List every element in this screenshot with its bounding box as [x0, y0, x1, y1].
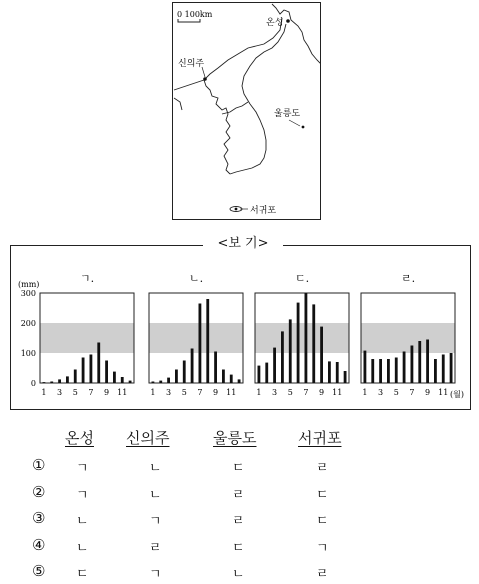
- ulleungdo-dot: [302, 126, 305, 129]
- bar-month-8: [418, 341, 421, 383]
- choice-1-cell: ㄹ: [316, 461, 329, 476]
- bar-month-12: [238, 379, 241, 383]
- bar-month-8: [206, 299, 209, 383]
- bar-month-7: [90, 355, 93, 384]
- bar-month-5: [74, 370, 77, 384]
- x-tick-label: 3: [272, 388, 278, 397]
- sinuiju-dot: [203, 77, 207, 81]
- x-tick-label: 1: [362, 388, 368, 397]
- bar-month-7: [305, 293, 308, 383]
- choice-3-cell: ㄴ: [76, 514, 89, 529]
- x-tick-label: 1: [41, 388, 47, 397]
- bar-month-1: [364, 351, 367, 383]
- shaded-band: [40, 323, 134, 353]
- x-tick-label: 7: [88, 388, 94, 397]
- choice-1-cell: ㄴ: [149, 461, 162, 476]
- choice-2-cell: ㄹ: [232, 487, 245, 503]
- climate-charts: [10, 260, 471, 410]
- bar-month-4: [387, 359, 390, 383]
- bar-month-11: [121, 377, 124, 383]
- choice-3-cell: ㄹ: [232, 514, 245, 529]
- choice-2-cell: ㄱ: [76, 487, 89, 503]
- map-label-seogwipo: 서귀포: [250, 206, 277, 216]
- choice-4-cell: ㄱ: [316, 540, 329, 556]
- bar-month-6: [403, 352, 406, 384]
- bar-month-9: [320, 327, 323, 383]
- choice-4-cell: ㄴ: [76, 540, 89, 556]
- choice-5-cell: ㄷ: [76, 567, 89, 582]
- shaded-band: [361, 323, 455, 353]
- choice-3-cell: ㄱ: [149, 514, 162, 529]
- bar-month-4: [66, 376, 69, 383]
- bar-month-3: [58, 379, 61, 383]
- answer-header-onseong: 온성: [65, 429, 94, 447]
- bar-month-10: [222, 370, 225, 384]
- scale-label: 0 100km: [177, 10, 213, 19]
- korea-map: [172, 2, 321, 220]
- chart-title: ㄹ.: [400, 272, 416, 285]
- y-axis-labels: [21, 289, 36, 388]
- y-unit-label: (mm): [18, 280, 40, 289]
- x-tick-label: 11: [438, 388, 449, 397]
- x-tick-label: 5: [181, 388, 187, 397]
- onseong-dot: [286, 19, 290, 23]
- x-tick-label: 11: [332, 388, 343, 397]
- choice-5-number[interactable]: ⑤: [32, 562, 46, 580]
- x-tick-label: 5: [287, 388, 293, 397]
- bar-month-9: [426, 340, 429, 384]
- chart-title: ㄷ.: [294, 272, 310, 285]
- bar-month-9: [214, 352, 217, 384]
- x-tick-label: 9: [425, 388, 431, 397]
- bar-month-5: [289, 319, 292, 383]
- choice-3-number[interactable]: ③: [32, 509, 46, 527]
- climate-chart-4: [361, 272, 455, 397]
- climate-chart-1: [40, 272, 134, 397]
- y-tick-label: 100: [20, 349, 36, 358]
- choice-1-cell: ㄱ: [76, 461, 89, 476]
- bar-month-8: [312, 304, 315, 383]
- answer-header-seogwipo: 서귀포: [298, 429, 342, 447]
- bogi-title: <보 기>: [203, 236, 283, 252]
- bar-month-2: [50, 382, 53, 384]
- chart-title: ㄴ.: [188, 272, 204, 285]
- bar-month-11: [336, 362, 339, 383]
- choice-5-cell: ㄴ: [232, 567, 245, 582]
- y-tick-label: 0: [30, 379, 36, 388]
- bar-month-6: [191, 349, 194, 384]
- bar-month-12: [450, 353, 453, 383]
- x-tick-label: 7: [409, 388, 415, 397]
- choice-1-cell: ㄷ: [232, 461, 245, 476]
- choice-3-cell: ㄷ: [316, 514, 329, 529]
- bar-month-2: [265, 363, 268, 383]
- bar-month-4: [281, 331, 284, 383]
- bar-month-6: [82, 358, 85, 384]
- bar-month-3: [379, 359, 382, 383]
- bar-month-5: [395, 358, 398, 384]
- x-unit-label: (월): [450, 390, 464, 399]
- bar-month-8: [97, 343, 100, 384]
- choice-2-cell: ㄴ: [149, 487, 162, 503]
- map-label-sinuiju: 신의주: [178, 59, 205, 69]
- bar-month-5: [183, 361, 186, 384]
- bar-month-11: [230, 375, 233, 383]
- bar-month-12: [129, 381, 132, 383]
- bar-month-7: [411, 346, 414, 384]
- x-tick-label: 3: [378, 388, 384, 397]
- shaded-band: [255, 323, 349, 353]
- answer-header-ulleungdo: 울릉도: [213, 429, 257, 447]
- choice-4-cell: ㄹ: [149, 540, 162, 556]
- x-tick-label: 9: [104, 388, 110, 397]
- choice-4-cell: ㄷ: [232, 540, 245, 556]
- x-tick-label: 11: [226, 388, 237, 397]
- choice-1-number[interactable]: ①: [32, 456, 46, 474]
- bar-month-10: [113, 372, 116, 383]
- map-label-onseong: 온성: [266, 18, 284, 28]
- x-tick-label: 7: [303, 388, 309, 397]
- bar-month-3: [273, 348, 276, 383]
- bar-month-1: [258, 366, 261, 383]
- seogwipo-dot: [235, 208, 238, 211]
- bar-month-3: [167, 378, 170, 383]
- x-tick-label: 1: [150, 388, 156, 397]
- bar-month-7: [199, 304, 202, 384]
- bar-month-11: [442, 355, 445, 384]
- choice-5-cell: ㄱ: [149, 567, 162, 582]
- x-tick-label: 5: [72, 388, 78, 397]
- bar-month-10: [328, 361, 331, 383]
- y-tick-label: 200: [20, 319, 36, 328]
- bar-month-10: [434, 359, 437, 383]
- x-tick-label: 5: [393, 388, 399, 397]
- climate-chart-3: [255, 272, 349, 397]
- map-label-ulleungdo: 울릉도: [274, 109, 301, 119]
- bar-month-1: [43, 382, 46, 383]
- x-tick-label: 3: [166, 388, 172, 397]
- bar-month-9: [105, 361, 108, 384]
- bar-month-6: [297, 303, 300, 383]
- bar-month-4: [175, 370, 178, 384]
- choice-2-cell: ㄷ: [316, 487, 329, 503]
- x-tick-label: 9: [319, 388, 325, 397]
- bar-month-1: [152, 382, 155, 384]
- answer-header-sinuiju: 신의주: [126, 429, 170, 447]
- bar-month-12: [344, 371, 347, 383]
- x-tick-label: 11: [117, 388, 128, 397]
- y-tick-label: 300: [20, 289, 36, 298]
- choice-2-number[interactable]: ②: [32, 482, 46, 501]
- x-tick-label: 9: [213, 388, 219, 397]
- x-tick-label: 3: [57, 388, 63, 397]
- chart-title: ㄱ.: [79, 272, 95, 285]
- bar-month-2: [159, 381, 162, 383]
- choice-4-number[interactable]: ④: [32, 535, 46, 554]
- bar-month-2: [371, 359, 374, 383]
- x-tick-label: 7: [197, 388, 203, 397]
- shaded-band: [149, 323, 243, 353]
- choice-5-cell: ㄹ: [316, 567, 329, 582]
- x-tick-label: 1: [256, 388, 262, 397]
- climate-chart-2: [149, 272, 243, 397]
